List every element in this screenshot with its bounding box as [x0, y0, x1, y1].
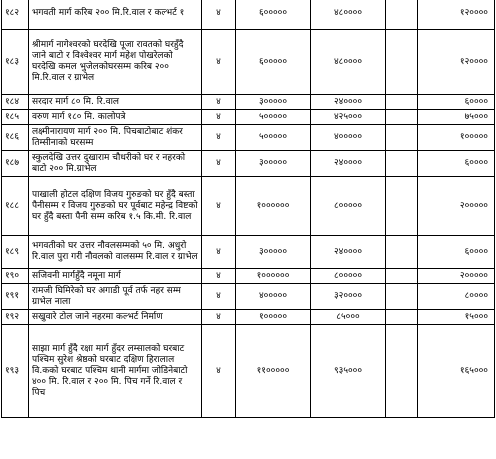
table-row: [2, 0, 495, 30]
table-row: [2, 95, 495, 110]
amount-cell: ३२००००: [311, 284, 386, 310]
estimate-cell: ५०००००: [236, 125, 311, 151]
blank-cell: [386, 0, 418, 30]
estimate-cell: ११०००००: [236, 325, 311, 418]
description-cell: पाखाली होटल दक्षिण विजय गुरुङको घर हुँदै बस्ता पैनीसम्म र विजय गुरुङको घर पूर्वबाट महेन्द्र विष्टको घर हुँदै बस्ता पैनी सम्म करिब १.५ कि.मी. रि.वाल: [29, 177, 202, 236]
estimate-cell: ३०००००: [236, 151, 311, 177]
quantity-cell: ४: [202, 125, 236, 151]
estimate-cell: ६०००००: [236, 0, 311, 30]
description-cell: रामजी घिमिरेको घर अगाडी पूर्व तर्फ नहर सम्म ग्राभेल नाला: [29, 284, 202, 310]
quantity-cell: ४: [202, 310, 236, 325]
table-row: [2, 125, 495, 151]
table-row: [2, 269, 495, 284]
table-row: [2, 177, 495, 236]
serial-cell: १९१: [2, 284, 29, 310]
blank-cell: [386, 151, 418, 177]
description-cell: साझा मार्ग हुँदै रक्षा मार्ग हुँदर लम्सालको घरबाट पश्चिम सुरेश श्रेष्ठको घरबाट दक्षिण हिरालाल वि.कको घरबाट पश्चिम थानी मार्गमा जोडिनेबाटो ४०० मि. रि.वाल र २०० मि. पिच गर्ने रि.वाल र पिच: [29, 325, 202, 418]
blank-cell: [386, 110, 418, 125]
quantity-cell: ४: [202, 284, 236, 310]
serial-cell: १९०: [2, 269, 29, 284]
amount-cell: ८५०००: [311, 310, 386, 325]
total-cell: ८००००: [418, 284, 495, 310]
total-cell: १२००००: [418, 30, 495, 95]
amount-cell: ८०००००: [311, 177, 386, 236]
serial-cell: १८२: [2, 0, 29, 30]
quantity-cell: ४: [202, 269, 236, 284]
table-row: [2, 30, 495, 95]
blank-cell: [386, 30, 418, 95]
total-cell: ६००००: [418, 151, 495, 177]
total-cell: १६५०००: [418, 325, 495, 418]
table-row: [2, 236, 495, 269]
blank-cell: [386, 177, 418, 236]
estimate-cell: १०००००: [236, 310, 311, 325]
estimate-cell: १००००००: [236, 177, 311, 236]
total-cell: ६००००: [418, 236, 495, 269]
table-row: [2, 151, 495, 177]
description-cell: लक्ष्मीनारायण मार्ग २०० मि. पिचबाटोबाट शंकर तिम्सीनाको घरसम्म: [29, 125, 202, 151]
serial-cell: १९३: [2, 325, 29, 418]
description-cell: श्रीमार्ग नागेश्वरको घरदेखि पूजा रावतको घरहुँदै जाने बाटो र विश्वेश्वर मार्ग महेश पोखरेलको घरदेखि कमल भुजेलकोघरसम्म करिब २०० मि.रि.वाल र ग्राभेल: [29, 30, 202, 95]
table-row: [2, 310, 495, 325]
total-cell: ६००००: [418, 95, 495, 110]
quantity-cell: ४: [202, 325, 236, 418]
serial-cell: १८५: [2, 110, 29, 125]
serial-cell: १९२: [2, 310, 29, 325]
budget-table: [1, 0, 495, 418]
table-row: [2, 110, 495, 125]
table-row: [2, 284, 495, 310]
quantity-cell: ४: [202, 95, 236, 110]
amount-cell: २४००००: [311, 151, 386, 177]
description-cell: सजिवनी मार्गहुँदै नमूना मार्ग: [29, 269, 202, 284]
total-cell: २०००००: [418, 269, 495, 284]
amount-cell: ४०००००: [311, 125, 386, 151]
description-cell: सखुवारे टोल जाने नहरमा कल्भर्ट निर्माण: [29, 310, 202, 325]
quantity-cell: ४: [202, 236, 236, 269]
estimate-cell: ३०००००: [236, 95, 311, 110]
estimate-cell: ४०००००: [236, 284, 311, 310]
serial-cell: १८४: [2, 95, 29, 110]
blank-cell: [386, 269, 418, 284]
total-cell: ७५०००: [418, 110, 495, 125]
estimate-cell: ५०००००: [236, 110, 311, 125]
total-cell: १५०००: [418, 310, 495, 325]
amount-cell: २४००००: [311, 236, 386, 269]
amount-cell: २४००००: [311, 95, 386, 110]
quantity-cell: ४: [202, 177, 236, 236]
blank-cell: [386, 310, 418, 325]
description-cell: भगवतीको घर उत्तर नौवलसम्मको ५० मि. अधुरो रि.वाल पुरा गरी नौवलको वालसम्म रि.वाल र ग्राभेल: [29, 236, 202, 269]
serial-cell: १८८: [2, 177, 29, 236]
description-cell: सरदार मार्ग ८० मि. रि.वाल: [29, 95, 202, 110]
blank-cell: [386, 236, 418, 269]
estimate-cell: १००००००: [236, 269, 311, 284]
amount-cell: ४८००००: [311, 0, 386, 30]
amount-cell: ९३५०००: [311, 325, 386, 418]
blank-cell: [386, 95, 418, 110]
serial-cell: १८६: [2, 125, 29, 151]
blank-cell: [386, 325, 418, 418]
quantity-cell: ४: [202, 30, 236, 95]
quantity-cell: ४: [202, 110, 236, 125]
estimate-cell: ३०००००: [236, 236, 311, 269]
total-cell: १२००००: [418, 0, 495, 30]
estimate-cell: ६०००००: [236, 30, 311, 95]
serial-cell: १८९: [2, 236, 29, 269]
quantity-cell: ४: [202, 0, 236, 30]
blank-cell: [386, 125, 418, 151]
description-cell: वरुण मार्ग १८० मि. कालोपत्रे: [29, 110, 202, 125]
blank-cell: [386, 284, 418, 310]
quantity-cell: ४: [202, 151, 236, 177]
serial-cell: १८३: [2, 30, 29, 95]
description-cell: भगवती मार्ग करिब २०० मि.रि.वाल र कल्भर्ट १: [29, 0, 202, 30]
table-row: [2, 325, 495, 418]
serial-cell: १८७: [2, 151, 29, 177]
description-cell: स्कुलदेखि उत्तर दुखाराम चौधरीको घर र नहरको बाटो २०० मि.ग्राभेल: [29, 151, 202, 177]
amount-cell: ४२५०००: [311, 110, 386, 125]
amount-cell: ८०००००: [311, 269, 386, 284]
total-cell: २०००००: [418, 177, 495, 236]
amount-cell: ४८००००: [311, 30, 386, 95]
total-cell: १०००००: [418, 125, 495, 151]
